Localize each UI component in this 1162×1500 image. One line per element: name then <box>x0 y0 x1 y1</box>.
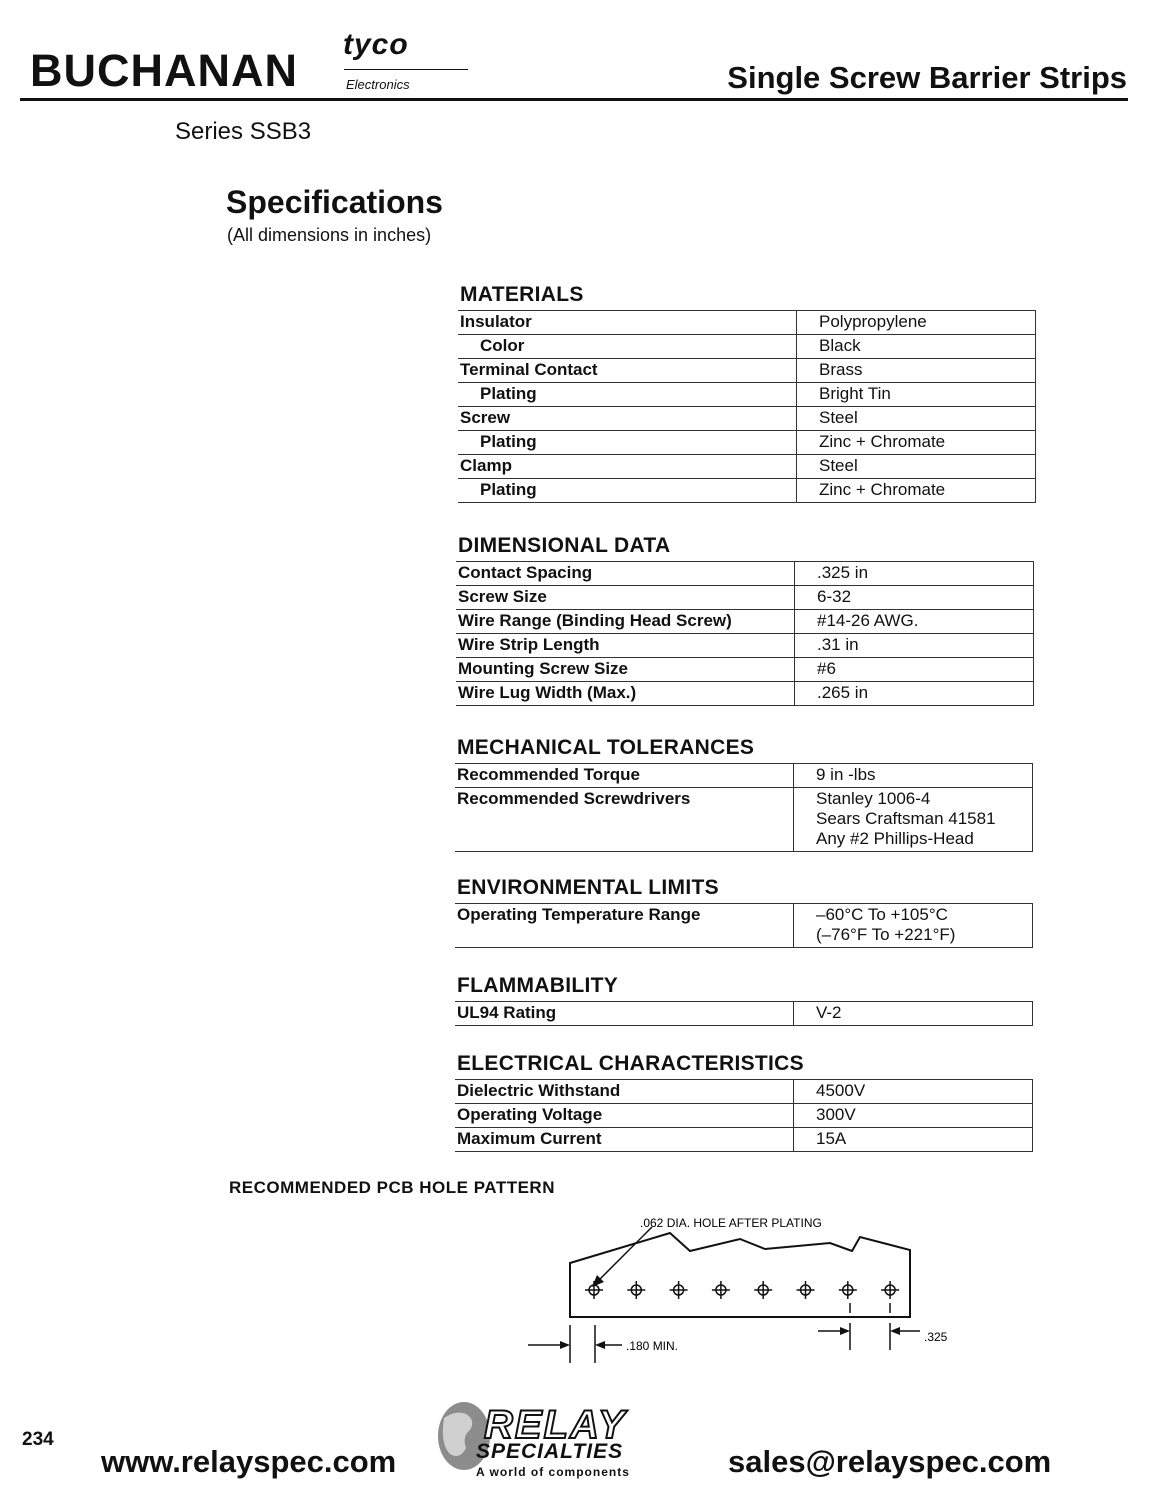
spec-value: Steel <box>797 455 1036 479</box>
flammability-section <box>455 975 1033 1026</box>
table-row <box>455 1080 1033 1104</box>
spec-label: Wire Range (Binding Head Screw) <box>456 610 795 634</box>
dimension-arrow <box>840 1327 850 1335</box>
table-row <box>455 1104 1033 1128</box>
logo-divider <box>344 69 468 70</box>
electrical-section <box>455 1053 1033 1152</box>
page-number: 234 <box>22 1429 54 1450</box>
tyco-logo: tyco <box>343 28 409 61</box>
spec-value: 4500V <box>794 1080 1033 1104</box>
spec-value: Zinc + Chromate <box>797 479 1036 503</box>
dimension-arrow <box>595 1341 605 1349</box>
spec-value: 15A <box>794 1128 1033 1152</box>
spec-value: #6 <box>795 658 1034 682</box>
spec-value: #14-26 AWG. <box>795 610 1034 634</box>
table-row <box>455 788 1033 852</box>
specifications-heading: Specifications <box>226 184 443 220</box>
dimension-arrow <box>890 1327 900 1335</box>
environmental-heading: ENVIRONMENTAL LIMITS <box>457 876 719 899</box>
pcb-hole <box>670 1281 688 1299</box>
spec-value: Bright Tin <box>797 383 1036 407</box>
spec-label: Maximum Current <box>455 1128 794 1152</box>
materials-table <box>458 310 1036 503</box>
mechanical-table <box>455 763 1033 852</box>
logo-tagline: A world of components <box>476 1465 630 1479</box>
dimensional-heading: DIMENSIONAL DATA <box>458 534 671 557</box>
table-row <box>458 359 1036 383</box>
spec-label: Operating Voltage <box>455 1104 794 1128</box>
tyco-electronics-label: Electronics <box>346 77 410 92</box>
table-row <box>458 479 1036 503</box>
spec-value: –60°C To +105°C (–76°F To +221°F) <box>794 904 1033 948</box>
table-row <box>458 407 1036 431</box>
spec-value: .325 in <box>795 562 1034 586</box>
dimension-arrow <box>560 1341 570 1349</box>
table-row <box>458 335 1036 359</box>
table-row <box>458 311 1036 335</box>
logo-word-specialties: SPECIALTIES <box>476 1440 624 1463</box>
table-row <box>458 383 1036 407</box>
spec-label: Plating <box>458 479 797 503</box>
spec-label: Mounting Screw Size <box>456 658 795 682</box>
table-row <box>456 658 1034 682</box>
spec-label: Contact Spacing <box>456 562 795 586</box>
table-row <box>456 586 1034 610</box>
table-row <box>456 562 1034 586</box>
spec-label: Terminal Contact <box>458 359 797 383</box>
spec-label: Wire Lug Width (Max.) <box>456 682 795 706</box>
spec-label: Insulator <box>458 311 797 335</box>
spec-label: Recommended Torque <box>455 764 794 788</box>
min-spacing-label: .180 MIN. <box>626 1339 679 1353</box>
brand-name: BUCHANAN <box>30 45 298 96</box>
table-row <box>455 1002 1033 1026</box>
spec-value: .265 in <box>795 682 1034 706</box>
table-row <box>455 1128 1033 1152</box>
spec-value: Polypropylene <box>797 311 1036 335</box>
spec-value: 9 in -lbs <box>794 764 1033 788</box>
pcb-holes <box>585 1281 899 1299</box>
spec-label: Recommended Screwdrivers <box>455 788 794 852</box>
spec-value: Brass <box>797 359 1036 383</box>
spec-label: Operating Temperature Range <box>455 904 794 948</box>
document-title: Single Screw Barrier Strips <box>727 60 1127 95</box>
table-row <box>456 610 1034 634</box>
table-row <box>455 764 1033 788</box>
email-link[interactable]: sales@relayspec.com <box>728 1444 1052 1479</box>
spec-value: Steel <box>797 407 1036 431</box>
pcb-hole <box>797 1281 815 1299</box>
spec-label: Screw Size <box>456 586 795 610</box>
pcb-hole-pattern-diagram <box>500 1205 960 1375</box>
spec-value: .31 in <box>795 634 1034 658</box>
hole-leader-line <box>600 1227 652 1279</box>
spec-label: Wire Strip Length <box>456 634 795 658</box>
spec-label: Plating <box>458 383 797 407</box>
mechanical-section <box>455 737 1033 852</box>
spec-value: V-2 <box>794 1002 1033 1026</box>
pcb-hole <box>712 1281 730 1299</box>
spec-label: Clamp <box>458 455 797 479</box>
pcb-hole <box>627 1281 645 1299</box>
materials-section <box>458 284 1036 503</box>
flammability-heading: FLAMMABILITY <box>457 974 619 997</box>
dimensional-table <box>456 561 1034 706</box>
specifications-subtitle: (All dimensions in inches) <box>227 225 432 245</box>
pcb-pattern-heading: RECOMMENDED PCB HOLE PATTERN <box>229 1178 555 1197</box>
environmental-table <box>455 903 1033 948</box>
spec-label: UL94 Rating <box>455 1002 794 1026</box>
logo-word-relay: RELAY <box>484 1403 627 1447</box>
electrical-heading: ELECTRICAL CHARACTERISTICS <box>457 1052 804 1075</box>
relay-specialties-logo <box>436 1400 682 1482</box>
table-row <box>456 682 1034 706</box>
dimensional-section <box>456 535 1034 706</box>
website-link[interactable]: www.relayspec.com <box>101 1444 397 1479</box>
mechanical-heading: MECHANICAL TOLERANCES <box>457 736 755 759</box>
spec-label: Plating <box>458 431 797 455</box>
environmental-section <box>455 877 1033 948</box>
table-row <box>456 634 1034 658</box>
series-label: Series SSB3 <box>175 118 312 145</box>
header-rule <box>20 98 1128 101</box>
pcb-hole <box>881 1281 899 1299</box>
pcb-hole <box>839 1281 857 1299</box>
spec-label: Dielectric Withstand <box>455 1080 794 1104</box>
spec-value: Black <box>797 335 1036 359</box>
hole-diameter-label: .062 DIA. HOLE AFTER PLATING <box>640 1216 822 1230</box>
spec-value: Stanley 1006-4 Sears Craftsman 41581 Any #2 Phillips-Head <box>794 788 1033 852</box>
electrical-table <box>455 1079 1033 1152</box>
pcb-hole <box>754 1281 772 1299</box>
spec-label: Screw <box>458 407 797 431</box>
spec-label: Color <box>458 335 797 359</box>
spec-value: Zinc + Chromate <box>797 431 1036 455</box>
table-row <box>458 455 1036 479</box>
flammability-table <box>455 1001 1033 1026</box>
spec-value: 6-32 <box>795 586 1034 610</box>
table-row <box>455 904 1033 948</box>
pcb-outline <box>570 1233 910 1317</box>
pitch-label: .325 <box>924 1330 948 1344</box>
materials-heading: MATERIALS <box>460 283 584 306</box>
spec-value: 300V <box>794 1104 1033 1128</box>
table-row <box>458 431 1036 455</box>
